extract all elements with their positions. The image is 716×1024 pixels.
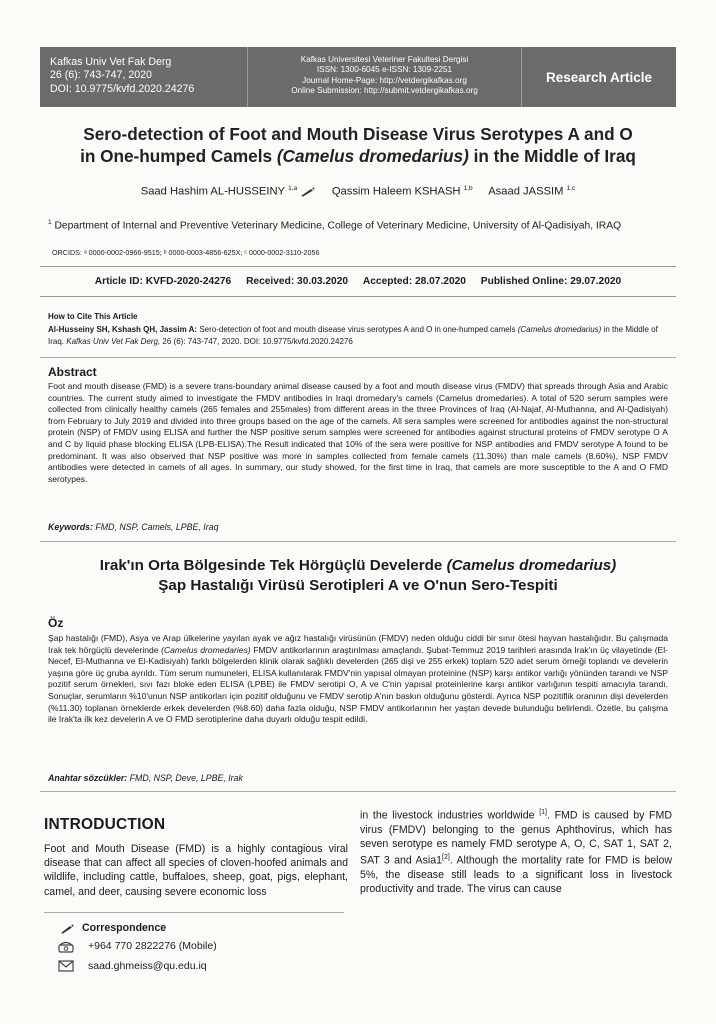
- citation-species: (Camelus dromedarius): [517, 325, 602, 334]
- turkish-keywords-list: FMD, NSP, Deve, LPBE, Irak: [127, 773, 243, 783]
- article-info-bar: [40, 266, 676, 297]
- author-affil: 1,c: [566, 185, 576, 192]
- citation-authors: Al-Husseiny SH, Kshash QH, Jassim A:: [48, 325, 198, 334]
- oz-species: (Camelus dromedaries): [161, 644, 251, 655]
- reference-link[interactable]: [2]: [442, 854, 450, 862]
- divider: [40, 791, 676, 792]
- author-affil: 1,b: [463, 185, 473, 192]
- oz-text: Şap hastalığı (FMD), Asya ve Arap ülkelerine yayılan ayak ve ağız hastalığı virüsünün (FMDV) neden olduğu ciddi bir sınır ötesi hayvan hastalığıdır. Bu çalışmada Irak tek hörgüçlü develerinde: [48, 633, 668, 655]
- title-text: in the Middle of Iraq: [468, 146, 636, 166]
- journal-full-name: Kafkas Universitesi Veteriner Fakultesi Dergisi: [300, 55, 469, 64]
- journal-volume: 26 (6): 743-747, 2020: [50, 69, 152, 82]
- author-name: Qassim Haleem KSHASH: [331, 185, 461, 198]
- turkish-title-line-1: [40, 556, 676, 576]
- article-id: Article ID: KVFD-2020-24276: [94, 276, 232, 287]
- turkish-keywords: [48, 773, 243, 783]
- journal-homepage[interactable]: Journal Home-Page: http://vetdergikafkas.org: [302, 75, 467, 85]
- oz-text: FMDV antikorlarının araştırılması amaçlandı. Şubat-Temmuz 2019 tarihleri arasında Irak'ın üç vilayetinde (El-Necef, El-Muthanna ve El-Kadisiyah) farklı bölgelerden klinik olarak sağlıklı develerden (265 dişi ve 255 erkek) toplam 520 adet serum örneği toplandı ve develerin yaşına göre üç gruba ayrıldı. Tüm serum numuneleri, ELISA kullanılarak FMDV'nin yapısal olmayan proteinine (NSP) karşı antikor varlığı yönünden tarandı ve NSP pozitif serum örnekleri, sıvı fazı bloke eden ELISA (LPBE) ile FMDV serotipi O, A ve C'nin yapısal proteinlerine karşı antikor varlığının tespiti amacıyla tarandı. Sonuçlar, serumların %10'unun NSP antikorları için pozitif olduğunu ve FMDV serotip A'nın baskın olduğunu gösterdi. Ayrıca NSP pozitiflik oranının dişi develerden (%11.30) toplanan örneklerde erkek develerden (%8.60) daha fazla olduğu, NSP FMDV antikorlarının her yaştan devede bulunduğu belirlendi. Özetle, bu çalışma ile Irak'ta ilk kez develerin A ve O FMD serotiplerine daha duyarlı olduğu tespit edildi.: [48, 644, 669, 725]
- author-list: [40, 185, 676, 198]
- received-date: Received: 30.03.2020: [246, 276, 349, 287]
- keywords-label: Keywords:: [48, 522, 93, 532]
- abstract-body: Foot and mouth disease (FMD) is a severe trans-boundary animal disease caused by a foot and mouth disease virus (FMDV) that spreads through Asia and Arabic countries. The current study aimed to investigate the FMDV antibodies in Iraqi dromedary's camels (Camelus dromedaries). A total of 520 serum samples were collected from clinically healthy camels (265 females and 255males) from different areas in the three Provinces of Iraq (Al-Najaf, Al-Muthanna, and Al-Qadisiyah) from February to July 2019 and divided into three groups based on the age of the camels. All sera samples were screened for antibodies against the non-structural protein (NSP) of FMDV using ELISA and further the NSP positive serum samples were screened for antibodies against structural proteins of FMDV serotype O A and C by liquid phase blocking ELISA (LPB-ELISA).The Result indicated that 10% of the sera were positive for NSP antibodies and FMDV serotype A found to be predominant. It was also observed that NSP positive was more in samples collected from female camels (11.30%) than male camels (8.60%), NSP FMDV antibodies were detected in camels of all ages. In summary, our study showed, for the first time in Iraq, that camels are more susceptible to the A and O FMD serotypes.: [48, 381, 668, 484]
- journal-doi: DOI: 10.9775/kvfd.2020.24276: [50, 82, 195, 95]
- turkish-title: [40, 556, 676, 596]
- intro-text: . FMD is caused by FMD virus (FMDV) belonging to the genus Aphthovirus, which has seven serotype es namely FMD serotype A, O, C, SAT 1, SAT 2, SAT 3 and Asia1: [360, 809, 672, 867]
- journal-issn: ISSN: 1300-6045 e-ISSN: 1309-2251: [316, 65, 453, 75]
- author-name: Saad Hashim AL-HUSSEINY: [140, 185, 285, 198]
- introduction-column-left: Foot and Mouth Disease (FMD) is a highly contagious viral disease that can affect all species of cloven-hoofed animals and wildlife, including cattle, buffaloes, sheep, goat, pigs, elephant, camel, and deer, causing severe economic loss: [44, 843, 348, 898]
- keywords: [48, 522, 218, 532]
- divider: [40, 541, 676, 542]
- abstract-heading: Abstract: [48, 365, 97, 379]
- citation-text: [48, 324, 668, 347]
- citation-heading: How to Cite This Article: [48, 312, 138, 321]
- paper-title: [40, 123, 676, 167]
- journal-info-block: [248, 47, 522, 107]
- correspondence-email[interactable]: saad.ghmeiss@qu.edu.iq: [88, 960, 207, 972]
- keywords-list: FMD, NSP, Camels, LPBE, Iraq: [92, 522, 219, 532]
- pen-icon: [300, 187, 316, 197]
- journal-name: Kafkas Univ Vet Fak Derg: [50, 56, 172, 68]
- turkish-keywords-label: Anahtar sözcükler:: [48, 773, 128, 783]
- pen-icon: [60, 924, 74, 934]
- accepted-date: Accepted: 28.07.2020: [362, 276, 466, 287]
- author-name: Asaad JASSIM: [488, 185, 564, 198]
- intro-text: in the livestock industries worldwide: [360, 809, 540, 822]
- affiliation-text: Department of Internal and Preventive Veterinary Medicine, College of Veterinary Medicine, University of Al-Qadisiyah, IRAQ: [54, 220, 622, 232]
- oz-heading: Öz: [48, 616, 64, 630]
- citation-body: Sero-detection of foot and mouth disease virus serotypes A and O in one-humped camels: [197, 325, 518, 334]
- published-date: Published Online: 29.07.2020: [480, 276, 622, 287]
- affiliation: [48, 216, 668, 232]
- correspondence-heading: Correspondence: [82, 922, 167, 934]
- introduction-column-right: [360, 806, 672, 896]
- divider: [44, 912, 344, 913]
- envelope-icon: [58, 960, 74, 972]
- turkish-title-line-2: Şap Hastalığı Virüsü Serotipleri A ve O'nun Sero-Tespiti: [158, 577, 558, 594]
- orcid-list: ORCIDS: ᵃ 0000-0002-0966-9515; ᵇ 0000-0003-4856-625X; ᶜ 0000-0002-3110-2056: [52, 248, 320, 257]
- turkish-title-text: Irak'ın Orta Bölgesinde Tek Hörgüçlü Develerde: [99, 557, 447, 574]
- divider: [40, 357, 676, 358]
- citation-doi: 26 (6): 743-747, 2020. DOI: 10.9775/kvfd.2020.24276: [160, 336, 353, 346]
- turkish-title-species: (Camelus dromedarius): [446, 557, 617, 574]
- title-line-2: [40, 145, 676, 167]
- journal-citation-block: [40, 47, 248, 107]
- journal-submission[interactable]: Online Submission: http://submit.vetdergikafkas.org: [291, 86, 478, 96]
- title-text: in One-humped Camels: [80, 146, 277, 166]
- introduction-heading: INTRODUCTION: [44, 816, 166, 833]
- title-species: (Camelus dromedarius): [276, 146, 469, 166]
- citation-journal: Kafkas Univ Vet Fak Derg,: [66, 336, 161, 346]
- article-type-badge: Research Article: [545, 69, 653, 85]
- oz-body: [48, 633, 668, 726]
- phone-icon: [58, 940, 74, 953]
- title-line-1: Sero-detection of Foot and Mouth Disease Virus Serotypes A and O: [83, 124, 633, 144]
- author-affil: 1,a: [288, 185, 298, 192]
- correspondence-phone: +964 770 2822276 (Mobile): [88, 940, 217, 952]
- citation-body: in the Middle of Iraq.: [48, 325, 658, 346]
- reference-link[interactable]: [1]: [539, 809, 547, 816]
- intro-text: . Although the mortality rate for FMD is below 5%, the disease still leads to a significant loss in livestock productivity and trade. The virus can cause: [360, 854, 672, 896]
- journal-header: [40, 47, 676, 107]
- affiliation-number: 1: [48, 219, 52, 226]
